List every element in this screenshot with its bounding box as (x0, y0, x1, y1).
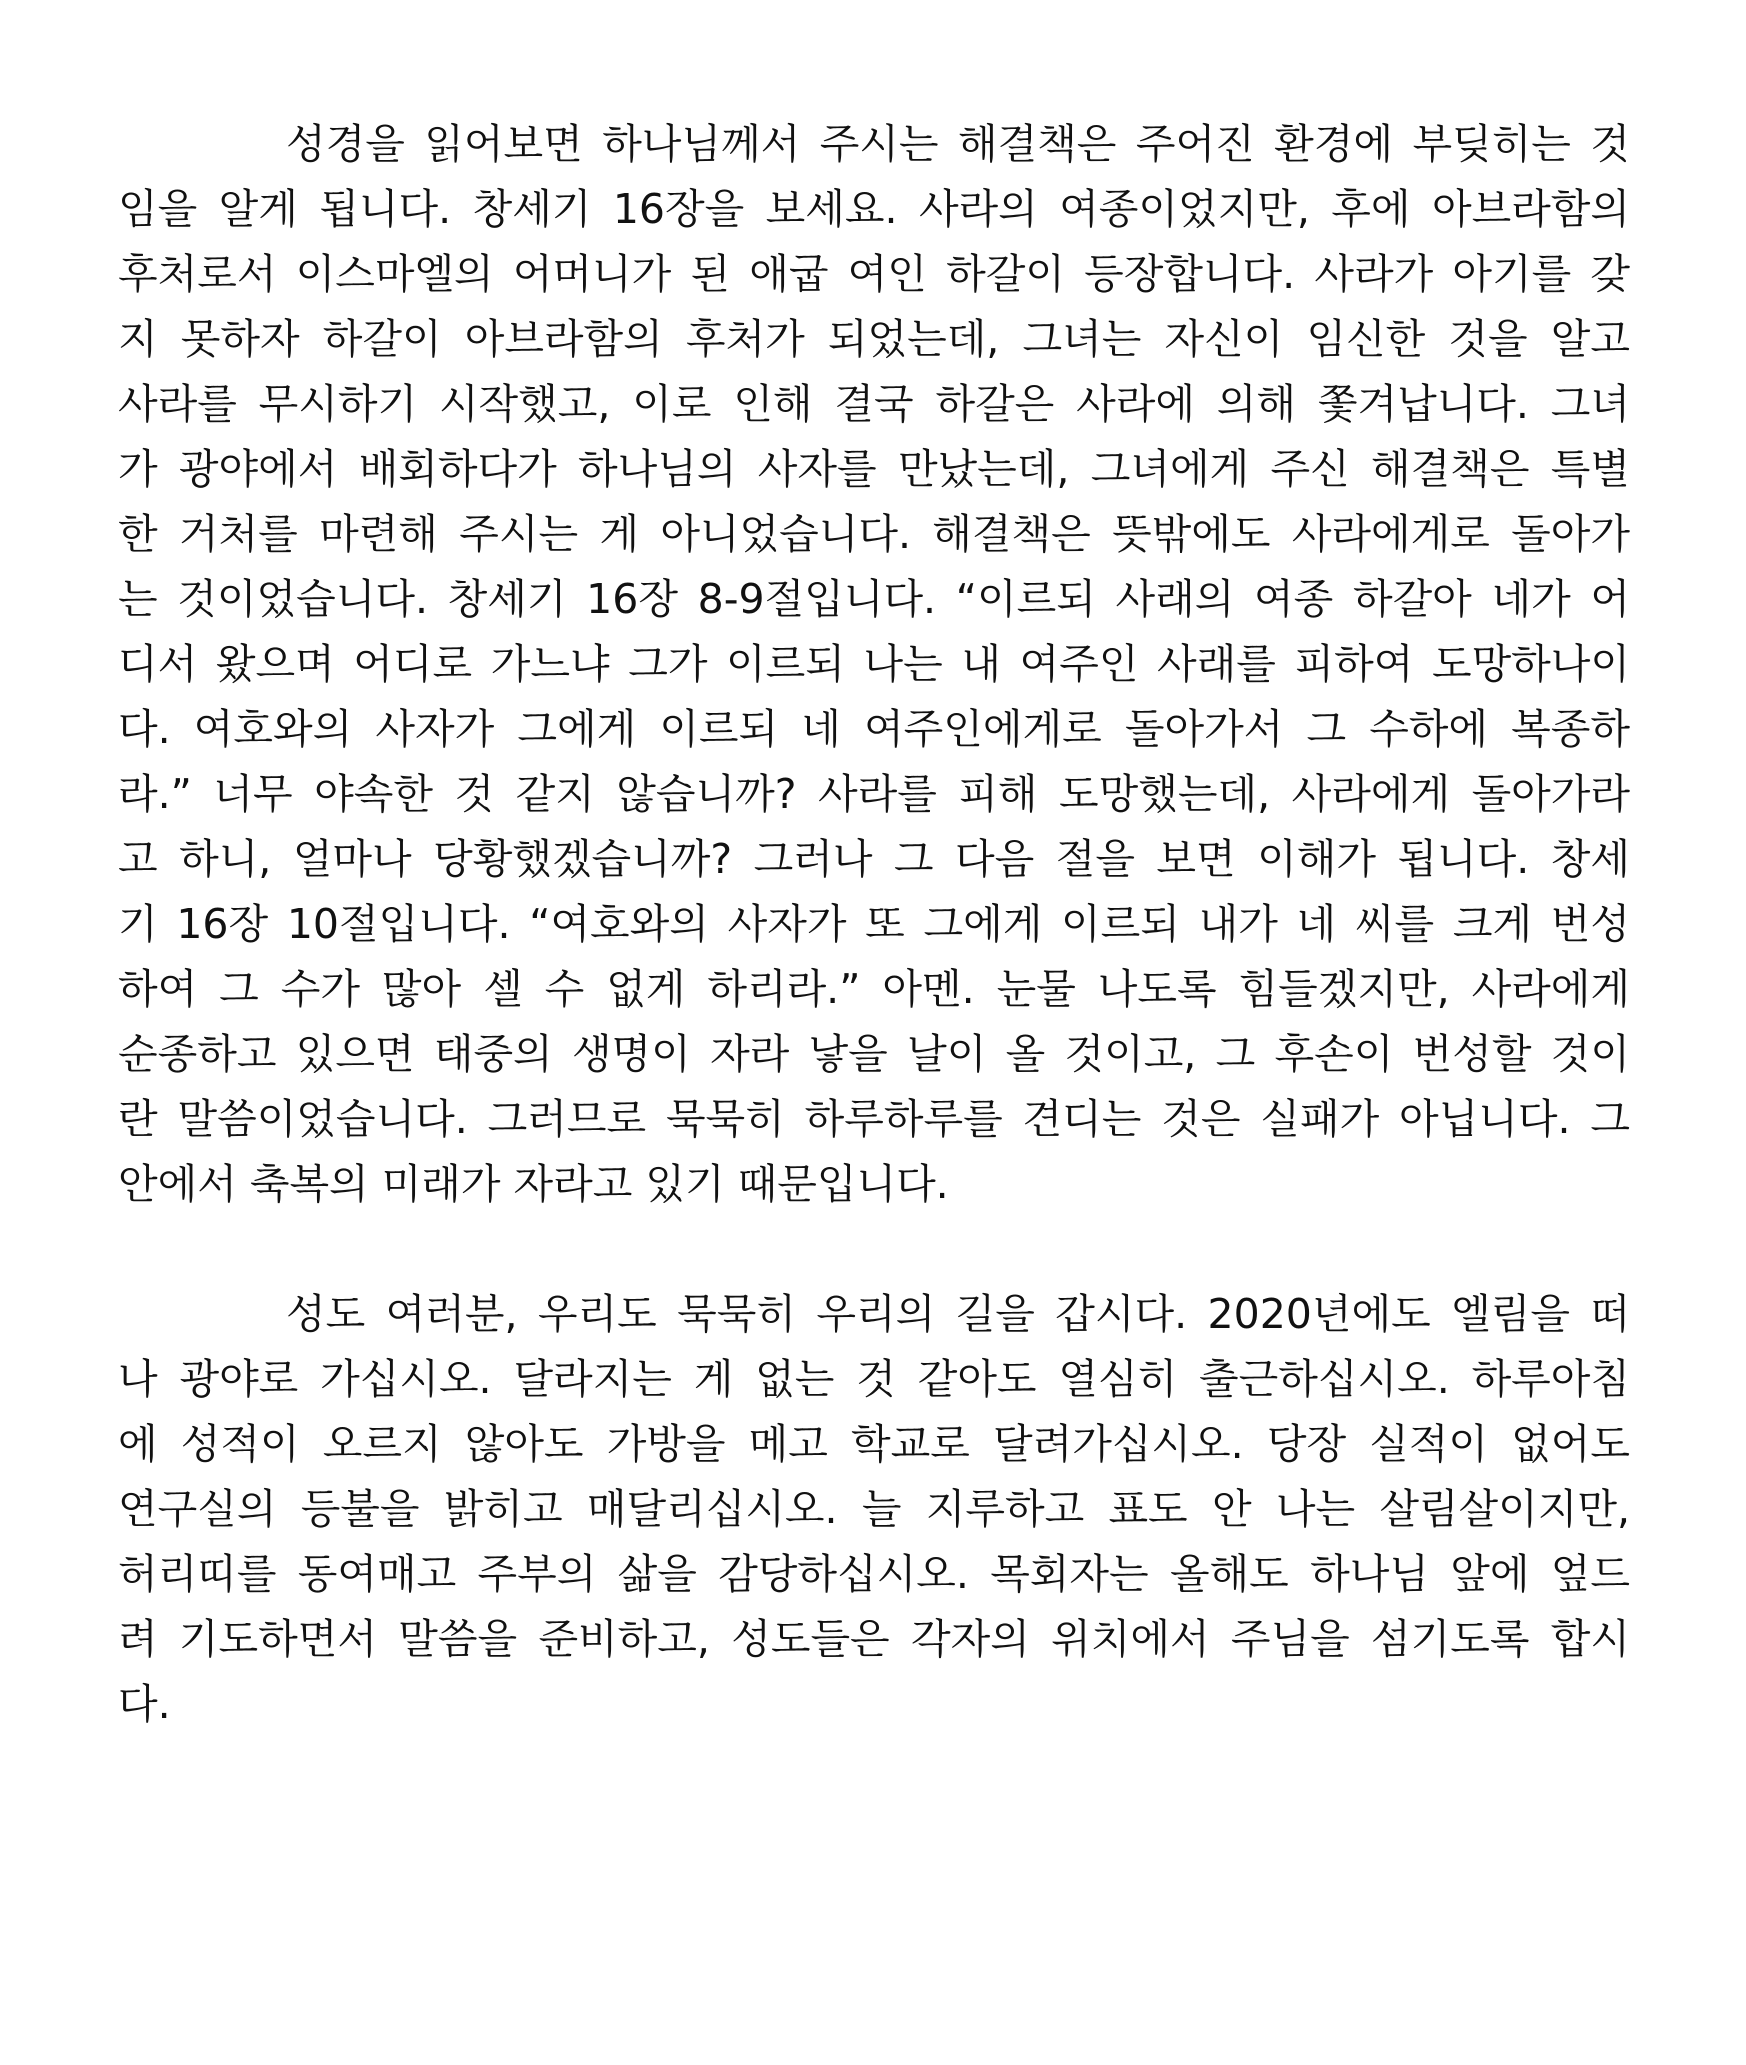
text-line: 후처로서 이스마엘의 어머니가 된 애굽 여인 하갈이 등장합니다. 사라가 아기를 갖 (118, 250, 1630, 298)
text-line: 하여 그 수가 많아 셀 수 없게 하리라.” 아멘. 눈물 나도록 힘들겠지만, 사라에게 (118, 965, 1630, 1013)
text-line: 려 기도하면서 말씀을 준비하고, 성도들은 각자의 위치에서 주님을 섬기도록 합시 (118, 1615, 1630, 1663)
text-line: 안에서 축복의 미래가 자라고 있기 때문입니다. (118, 1160, 949, 1208)
text-line: 사라를 무시하기 시작했고, 이로 인해 결국 하갈은 사라에 의해 쫓겨납니다. 그녀 (118, 380, 1630, 428)
text-line: 가 광야에서 배회하다가 하나님의 사자를 만났는데, 그녀에게 주신 해결책은 특별 (118, 445, 1630, 493)
text-line: 연구실의 등불을 밝히고 매달리십시오. 늘 지루하고 표도 안 나는 살림살이지만, (118, 1485, 1630, 1533)
text-line: 다. 여호와의 사자가 그에게 이르되 네 여주인에게로 돌아가서 그 수하에 복종하 (118, 705, 1630, 753)
text-line: 라.” 너무 야속한 것 같지 않습니까? 사라를 피해 도망했는데, 사라에게 돌아가라 (118, 770, 1630, 818)
text-line: 순종하고 있으면 태중의 생명이 자라 낳을 날이 올 것이고, 그 후손이 번성할 것이 (118, 1030, 1630, 1078)
text-line: 다. (118, 1680, 171, 1728)
text-line: 에 성적이 오르지 않아도 가방을 메고 학교로 달려가십시오. 당장 실적이 없어도 (118, 1420, 1630, 1468)
text-line: 기 16장 10절입니다. “여호와의 사자가 또 그에게 이르되 내가 네 씨를 크게 번성 (118, 900, 1630, 948)
document-body (118, 112, 1630, 1737)
text-line: 성경을 읽어보면 하나님께서 주시는 해결책은 주어진 환경에 부딪히는 것 (286, 120, 1630, 168)
paragraph-exhortation (118, 1282, 1630, 1737)
text-line: 한 거처를 마련해 주시는 게 아니었습니다. 해결책은 뜻밖에도 사라에게로 돌아가 (118, 510, 1630, 558)
text-line: 고 하니, 얼마나 당황했겠습니까? 그러나 그 다음 절을 보면 이해가 됩니다. 창세 (118, 835, 1630, 883)
text-line: 지 못하자 하갈이 아브라함의 후처가 되었는데, 그녀는 자신이 임신한 것을 알고 (118, 315, 1630, 363)
text-line: 성도 여러분, 우리도 묵묵히 우리의 길을 갑시다. 2020년에도 엘림을 떠 (286, 1290, 1630, 1338)
paragraph-hagar (118, 112, 1630, 1217)
text-line: 디서 왔으며 어디로 가느냐 그가 이르되 나는 내 여주인 사래를 피하여 도망하나이 (118, 640, 1630, 688)
text-line: 허리띠를 동여매고 주부의 삶을 감당하십시오. 목회자는 올해도 하나님 앞에 엎드 (118, 1550, 1630, 1598)
text-line: 는 것이었습니다. 창세기 16장 8-9절입니다. “이르되 사래의 여종 하갈아 네가 어 (118, 575, 1630, 623)
text-line: 란 말씀이었습니다. 그러므로 묵묵히 하루하루를 견디는 것은 실패가 아닙니다. 그 (118, 1095, 1630, 1143)
text-line: 임을 알게 됩니다. 창세기 16장을 보세요. 사라의 여종이었지만, 후에 아브라함의 (118, 185, 1630, 233)
text-line: 나 광야로 가십시오. 달라지는 게 없는 것 같아도 열심히 출근하십시오. 하루아침 (118, 1355, 1630, 1403)
